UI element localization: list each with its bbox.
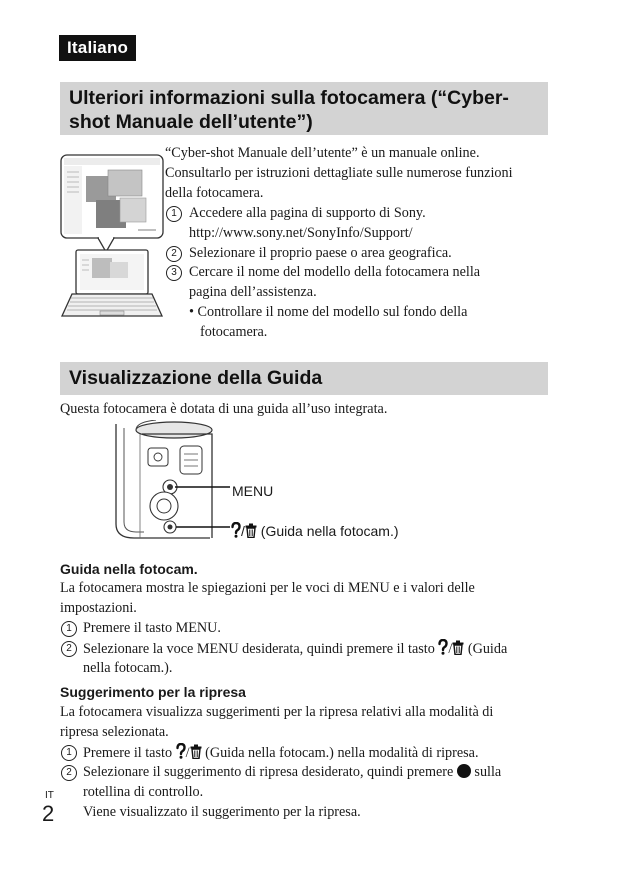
tips-step-2-line-2: rotellina di controllo. (83, 784, 204, 800)
tips-step-2-text-a: Selezionare il suggerimento di ripresa desiderato, quindi premere (83, 764, 454, 780)
question-mark-icon (438, 639, 448, 655)
guide-callout-label: (Guida nella fotocam.) (260, 523, 399, 539)
intro-line-2: Consultarlo per istruzioni dettagliate sulle numerose funzioni (165, 165, 513, 181)
tips-step-1-text-a: Premere il tasto (83, 745, 173, 761)
step-number-3: 3 (166, 265, 182, 281)
guide-desc-line-1: La fotocamera mostra le spiegazioni per le voci di MENU e i valori delle (60, 580, 475, 596)
laptop-manual-illustration (58, 152, 166, 322)
guide-step-2-text-b: (Guida (467, 641, 508, 657)
section2-intro: Questa fotocamera è dotata di una guida all’uso integrata. (60, 401, 388, 417)
footer-language-code: IT (45, 790, 54, 801)
step-2-text: Selezionare il proprio paese o area geografica. (189, 245, 452, 261)
trash-icon (245, 523, 257, 538)
step-3-line-2: pagina dell’assistenza. (189, 284, 317, 300)
section-heading-more-info (60, 82, 548, 135)
guide-step-number-1: 1 (61, 621, 77, 637)
question-mark-icon (176, 743, 186, 759)
step-1-line-1: Accedere alla pagina di supporto di Sony. (189, 205, 426, 221)
step-3-line-1: Cercare il nome del modello della fotocamera nella (189, 264, 481, 280)
tips-heading: Suggerimento per la ripresa (60, 684, 246, 700)
slash-separator: / (241, 523, 245, 539)
question-mark-icon (231, 522, 241, 538)
guide-callout (231, 522, 399, 539)
trash-icon (190, 744, 202, 759)
tips-step-number-2: 2 (61, 765, 77, 781)
center-dot-icon (457, 764, 471, 778)
section-heading-line-1: Ulteriori informazioni sulla fotocamera (“Cyber- (69, 87, 509, 109)
tips-step-2-line-1 (83, 763, 501, 783)
guide-step-2-text-a: Selezionare la voce MENU desiderata, quindi premere il tasto (83, 641, 435, 657)
guide-step-2-line-2: nella fotocam.). (83, 660, 173, 676)
step-number-2: 2 (166, 246, 182, 262)
section-heading-guide: Visualizzazione della Guida (60, 362, 548, 395)
tips-step-number-1: 1 (61, 745, 77, 761)
tips-result: Viene visualizzato il suggerimento per la ripresa. (83, 804, 361, 820)
guide-desc-line-2: impostazioni. (60, 600, 137, 616)
guide-heading: Guida nella fotocam. (60, 561, 198, 577)
page-number: 2 (42, 801, 55, 826)
tips-step-1-text-b: (Guida nella fotocam.) nella modalità di ripresa. (205, 745, 479, 761)
trash-icon (452, 640, 464, 655)
intro-line-3: della fotocamera. (165, 185, 264, 201)
step-number-1: 1 (166, 206, 182, 222)
intro-line-1: “Cyber-shot Manuale dell’utente” è un manuale online. (165, 145, 480, 161)
tips-desc-line-1: La fotocamera visualizza suggerimenti per la ripresa relativi alla modalità di (60, 704, 494, 720)
guide-step-2-line-1: Selezionare la voce MENU desiderata, quindi premere il tasto / (Guida (83, 641, 508, 657)
menu-callout-label: MENU (232, 483, 274, 499)
camera-back-illustration (112, 420, 232, 545)
tips-desc-line-2: ripresa selezionata. (60, 724, 169, 740)
tips-step-1: Premere il tasto / (Guida nella fotocam.) nella modalità di ripresa. (83, 745, 479, 761)
support-url-link[interactable]: http://www.sony.net/SonyInfo/Support/ (189, 225, 413, 241)
section-heading-line-2: shot Manuale dell’utente”) (69, 111, 313, 133)
language-tab: Italiano (59, 35, 136, 61)
guide-step-1: Premere il tasto MENU. (83, 620, 221, 636)
bullet-line-2: fotocamera. (200, 324, 268, 340)
bullet-line-1: • Controllare il nome del modello sul fondo della (189, 304, 468, 320)
guide-step-number-2: 2 (61, 641, 77, 657)
tips-step-2-text-b: sulla (474, 764, 502, 780)
